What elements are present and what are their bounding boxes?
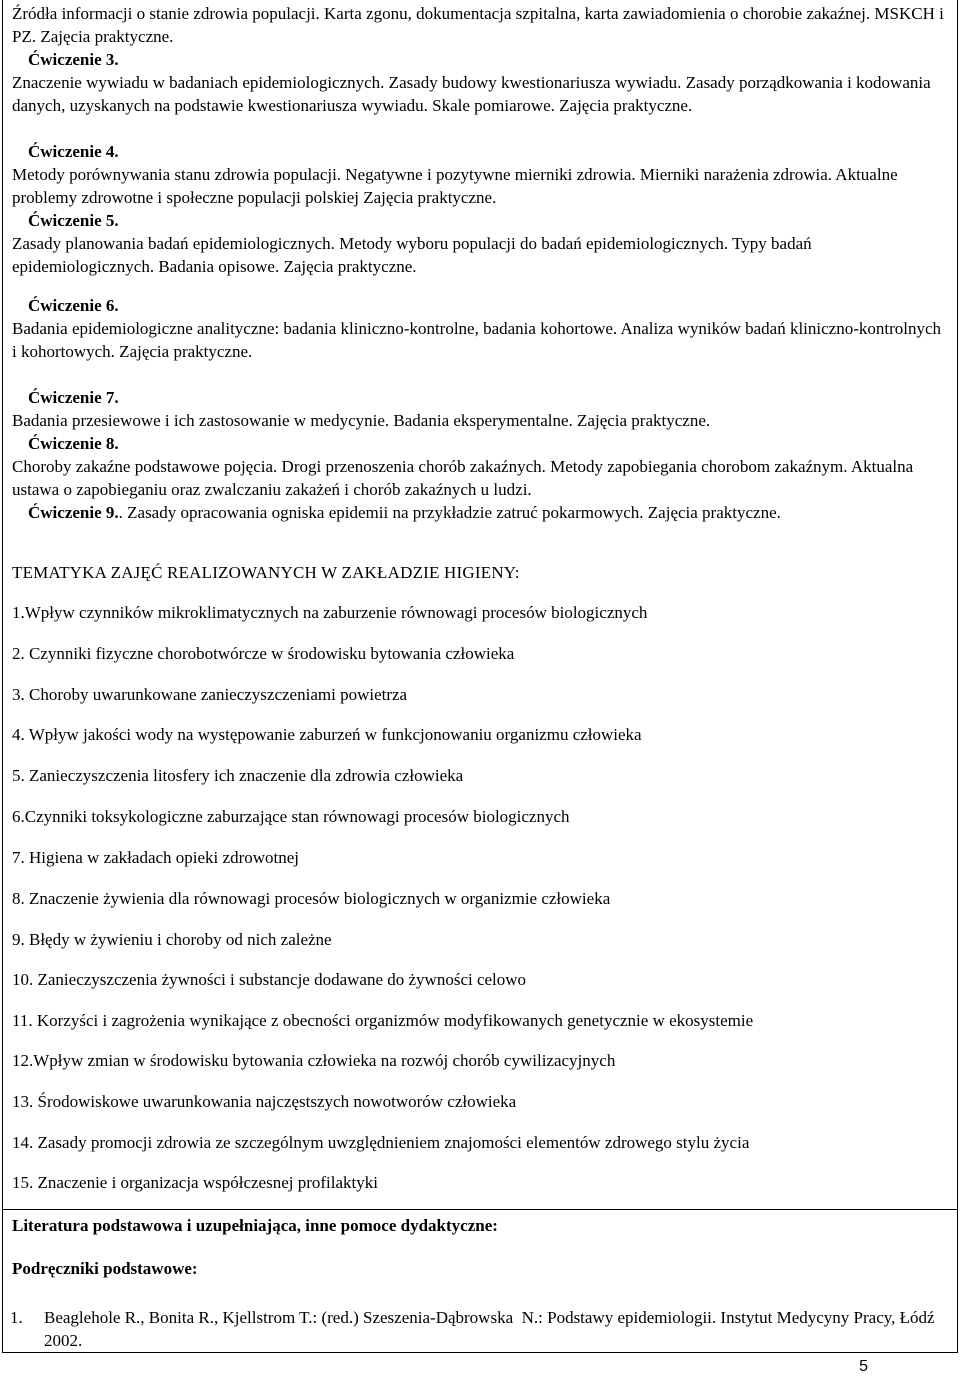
- exercise-label: Ćwiczenie 5.: [28, 211, 119, 230]
- hygiene-topic: 10. Zanieczyszczenia żywności i substancje dodawane do żywności celowo: [12, 970, 527, 989]
- page-number: 5: [859, 1358, 868, 1375]
- hygiene-topic: 5. Zanieczyszczenia litosfery ich znaczenie dla zdrowia człowieka: [12, 766, 464, 785]
- exercise-label: Ćwiczenie 8.: [28, 434, 119, 453]
- exercise-text: Znaczenie wywiadu w badaniach epidemiologicznych. Zasady budowy kwestionariusza wywiadu. Zasady porządkowania i kodowania danych, uzyskanych na podstawie kwestionariusza wywiadu. Skale pomiarowe. Zajęcia praktyczne.: [12, 73, 935, 115]
- hygiene-heading: TEMATYKA ZAJĘĆ REALIZOWANYCH W ZAKŁADZIE HIGIENY:: [12, 563, 520, 582]
- section-divider: [3, 1209, 957, 1210]
- hygiene-topic: 15. Znaczenie i organizacja współczesnej profilaktyki: [12, 1173, 378, 1192]
- exercise-5: [12, 209, 948, 278]
- literature-item: [10, 1306, 944, 1352]
- hygiene-topic: 13. Środowiskowe uwarunkowania najczęstszych nowotworów człowieka: [12, 1092, 517, 1111]
- hygiene-topic: 14. Zasady promocji zdrowia ze szczególnym uwzględnieniem znajomości elementów zdrowego stylu życia: [12, 1133, 750, 1152]
- exercise-4: [12, 140, 948, 209]
- exercise-text: Badania przesiewowe i ich zastosowanie w medycynie. Badania eksperymentalne. Zajęcia praktyczne.: [12, 411, 711, 430]
- hygiene-topic: 3. Choroby uwarunkowane zanieczyszczeniami powietrza: [12, 685, 408, 704]
- hygiene-topic: 1.Wpływ czynników mikroklimatycznych na zaburzenie równowagi procesów biologicznych: [12, 603, 648, 622]
- exercise-label: Ćwiczenie 6.: [28, 296, 119, 315]
- exercise-text: Choroby zakaźne podstawowe pojęcia. Drogi przenoszenia chorób zakaźnych. Metody zapobiegania chorobom zakaźnym. Aktualna ustawa o zapobieganiu oraz zwalczaniu zakażeń i chorób zakaźnych u ludzi.: [12, 457, 918, 499]
- literature-item-number: 1.: [10, 1308, 23, 1327]
- exercise-text: . Zasady opracowania ogniska epidemii na przykładzie zatruć pokarmowych. Zajęcia praktyczne.: [118, 503, 781, 522]
- hygiene-topic: 7. Higiena w zakładach opieki zdrowotnej: [12, 848, 300, 867]
- exercise-7: [12, 386, 948, 432]
- hygiene-topic: 9. Błędy w żywieniu i choroby od nich zależne: [12, 930, 332, 949]
- exercise-label: Ćwiczenie 7.: [28, 388, 119, 407]
- literature-item-text: Beaglehole R., Bonita R., Kjellstrom T.: (red.) Szeszenia-Dąbrowska N.: Podstawy epidemiologii. Instytut Medycyny Pracy, Łódź 2002.: [44, 1308, 939, 1350]
- literature-heading: Literatura podstawowa i uzupełniająca, inne pomoce dydaktyczne:: [12, 1216, 498, 1235]
- textbooks-subheading: Podręczniki podstawowe:: [12, 1259, 198, 1278]
- exercise-9: [12, 501, 948, 524]
- hygiene-topic: 2. Czynniki fizyczne chorobotwórcze w środowisku bytowania człowieka: [12, 644, 515, 663]
- exercise-text: Zasady planowania badań epidemiologicznych. Metody wyboru populacji do badań epidemiologicznych. Typy badań epidemiologicznych. Badania opisowe. Zajęcia praktyczne.: [12, 234, 816, 276]
- intro-text: Źródła informacji o stanie zdrowia populacji. Karta zgonu, dokumentacja szpitalna, karta zawiadomienia o chorobie zakaźnej. MSKCH i PZ. Zajęcia praktyczne.: [12, 4, 949, 46]
- exercise-label: Ćwiczenie 9.: [28, 503, 119, 522]
- hygiene-topic: 11. Korzyści i zagrożenia wynikające z obecności organizmów modyfikowanych genetycznie w ekosystemie: [12, 1011, 754, 1030]
- exercise-text: Metody porównywania stanu zdrowia populacji. Negatywne i pozytywne mierniki zdrowia. Mierniki narażenia zdrowia. Aktualne problemy zdrowotne i społeczne populacji polskiej Zajęcia praktyczne.: [12, 165, 902, 207]
- exercise-8: [12, 432, 948, 501]
- exercise-9-line: [12, 501, 948, 524]
- exercise-3: [12, 48, 948, 117]
- hygiene-topic: 6.Czynniki toksykologiczne zaburzające stan równowagi procesów biologicznych: [12, 807, 570, 826]
- hygiene-topic: 12.Wpływ zmian w środowisku bytowania człowieka na rozwój chorób cywilizacyjnych: [12, 1051, 616, 1070]
- intro-paragraph: [12, 2, 948, 48]
- exercise-text: Badania epidemiologiczne analityczne: badania kliniczno-kontrolne, badania kohortowe. Analiza wyników badań kliniczno-kontrolnych i kohortowych. Zajęcia praktyczne.: [12, 319, 942, 361]
- exercise-label: Ćwiczenie 4.: [28, 142, 119, 161]
- exercise-label: Ćwiczenie 3.: [28, 50, 119, 69]
- hygiene-topic: 4. Wpływ jakości wody na występowanie zaburzeń w funkcjonowaniu organizmu człowieka: [12, 725, 642, 744]
- exercise-6: [12, 294, 948, 363]
- hygiene-topic: 8. Znaczenie żywienia dla równowagi procesów biologicznych w organizmie człowieka: [12, 889, 611, 908]
